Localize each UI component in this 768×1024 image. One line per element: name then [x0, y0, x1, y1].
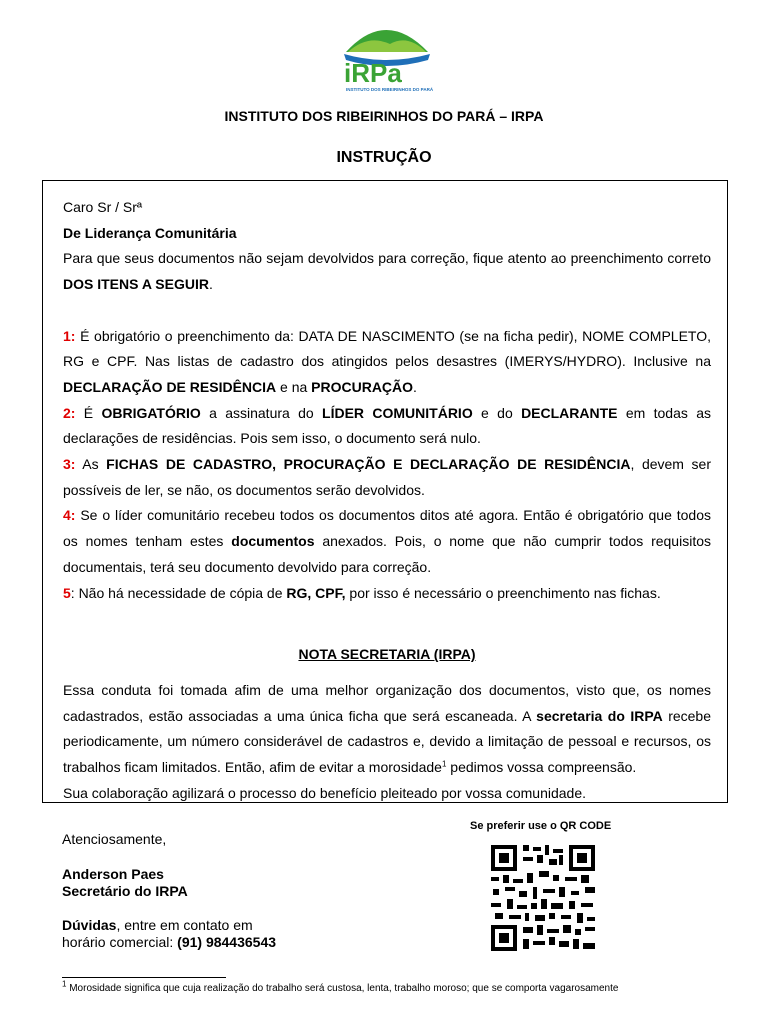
item-5: 5: Não há necessidade de cópia de RG, CPF, por isso é necessário o preenchimento nas fichas. [63, 584, 661, 601]
nota-paragraph: Essa conduta foi tomada afim de uma melhor organização dos documentos, visto que, os nomes cadastrados, estão associadas a uma única ficha que será escaneada. A secretaria do IRPA recebe periodicamente, um número considerável de cadastros e, devido a limitação de pessoal e recursos, os trabalhos ficam limitados. Então, afim de evitar a morosidade$^1$ pedimos vossa compreensão. [63, 681, 712, 776]
signer-role: Secretário do IRPA [62, 883, 188, 899]
item-1: 1: É obrigatório o preenchimento da: DATA DE NASCIMENTO (se na ficha pedir), NOME COMPLETO, RG e CPF. Nas listas de cadastro dos atingidos pelos desastres (IMERYS/HYDRO). Inclusive na DECLARAÇÃO DE RESIDÊNCIA e na PROCURAÇÃO. [63, 327, 711, 395]
instruction-box [42, 180, 728, 803]
item-number: 5 [63, 584, 71, 601]
document-title: INSTRUÇÃO [336, 149, 432, 166]
item-4: 4: Se o líder comunitário recebeu todos os documentos ditos até agora. Então é obrigatório que todos os nomes tenham estes documentos anexados. Pois, o nome que não cumprir todos requisitos documentais, terá seu documento devolvido para correção. [63, 507, 711, 575]
item-number: 1: [63, 327, 76, 344]
questions-line: Dúvidas, entre em contato em [62, 917, 253, 933]
footnote-reference: 1 [441, 759, 447, 769]
closing: Atenciosamente, [62, 831, 167, 847]
organization-title: INSTITUTO DOS RIBEIRINHOS DO PARÁ – IRPA [224, 108, 544, 124]
signer-name: Anderson Paes [62, 866, 164, 882]
contact-line: horário comercial: (91) 984436543 [62, 934, 277, 950]
instruction-content [63, 195, 711, 806]
audience: De Liderança Comunitária [63, 224, 237, 241]
svg-text:iRPa: iRPa [344, 58, 402, 88]
phone-number: (91) 984436543 [177, 934, 277, 950]
irpa-logo [338, 14, 434, 94]
intro-paragraph: Para que seus documentos não sejam devolvidos para correção, fique atento ao preenchimento correto DOS ITENS A SEGUIR. [63, 250, 711, 293]
greeting: Caro Sr / Srª [63, 199, 143, 215]
item-3: 3: As FICHAS DE CADASTRO, PROCURAÇÃO E DECLARAÇÃO DE RESIDÊNCIA, devem ser possíveis de ler, se não, os documentos serão devolvidos. [63, 456, 711, 498]
nota-title: NOTA SECRETARIA (IRPA) [298, 646, 476, 663]
qr-label: Se preferir use o QR CODE [470, 820, 612, 832]
item-number: 4: [63, 507, 76, 524]
item-number: 2: [63, 404, 76, 421]
footnote-separator [62, 977, 226, 978]
nota-closing-line: Sua colaboração agilizará o processo do benefício pleiteado por vossa comunidade. [63, 784, 587, 801]
qr-code[interactable] [489, 843, 597, 953]
svg-text:INSTITUTO DOS RIBEIRINHOS DO P: INSTITUTO DOS RIBEIRINHOS DO PARÁ [346, 87, 434, 92]
item-number: 3: [63, 456, 76, 473]
item-2: 2: É OBRIGATÓRIO a assinatura do LÍDER COMUNITÁRIO e do DECLARANTE em todas as declarações de residências. Pois sem isso, o documento será nulo. [63, 404, 711, 447]
footnote: $^1$ Morosidade significa que cuja realização do trabalho será custosa, lenta, trabalho moroso; que se comporta vagarosamente [62, 979, 619, 994]
